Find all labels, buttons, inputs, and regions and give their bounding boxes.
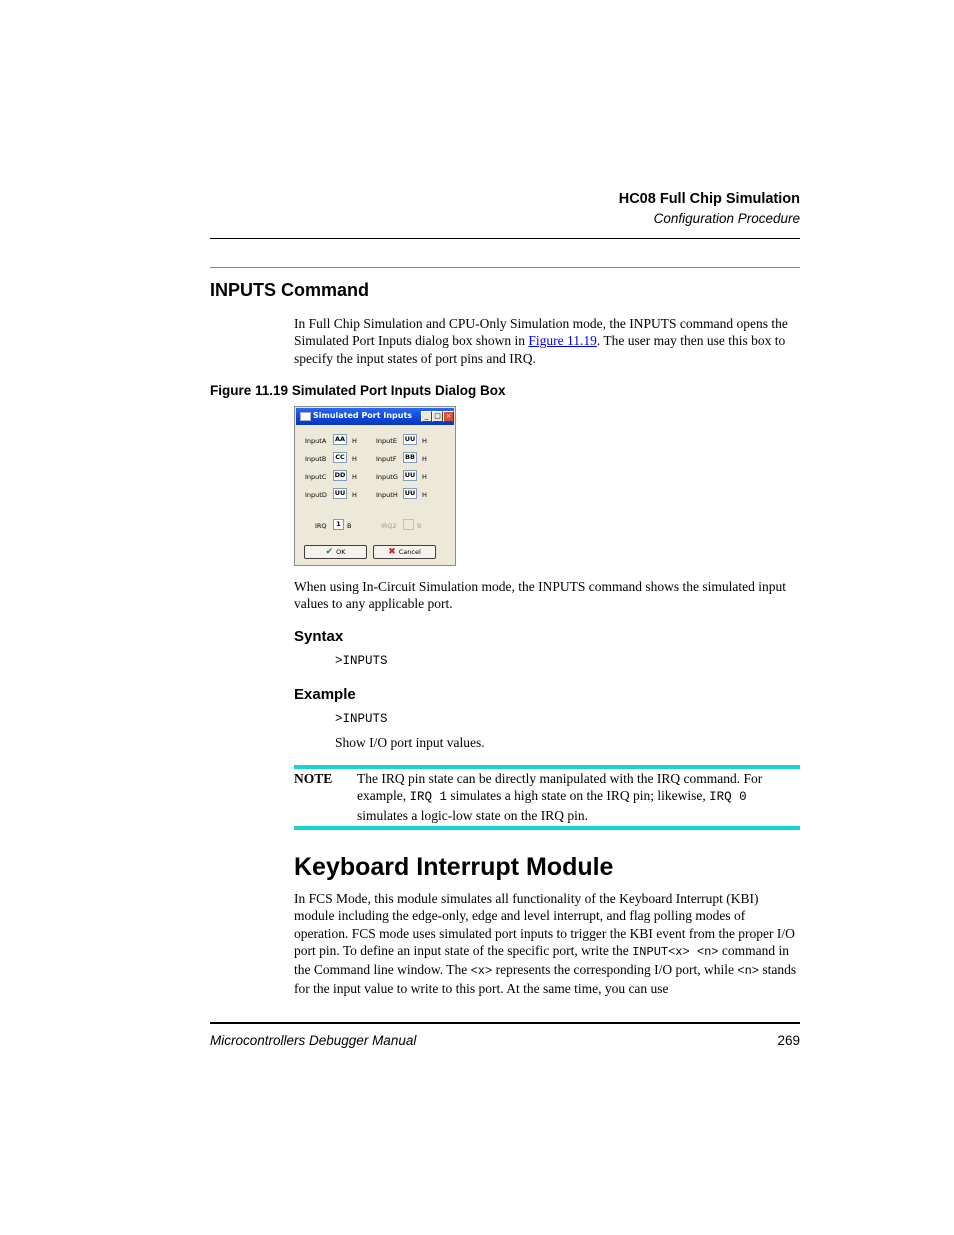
syntax-heading: Syntax <box>294 628 344 645</box>
input-d-suffix: H <box>352 491 357 499</box>
example-description: Show I/O port input values. <box>335 735 485 750</box>
input-d-field[interactable]: UU <box>334 489 346 497</box>
irq2-suffix: B <box>417 522 422 530</box>
input-h-label: InputH <box>376 491 398 499</box>
maximize-button[interactable]: □ <box>432 411 443 422</box>
section-heading: INPUTS Command <box>210 280 370 300</box>
input-e-suffix: H <box>422 437 427 445</box>
input-e-field[interactable]: UU <box>404 435 416 443</box>
input-b-field[interactable]: CC <box>333 452 347 463</box>
input-g-label: InputG <box>376 473 398 481</box>
footer-rule <box>210 1022 800 1024</box>
input-f-label: InputF <box>376 455 397 463</box>
running-header-subtitle: Configuration Procedure <box>653 211 800 226</box>
figure-caption: Figure 11.19 Simulated Port Inputs Dialog Box <box>210 383 506 398</box>
figure-link[interactable]: Figure 11.19 <box>528 333 597 349</box>
input-b-label: InputB <box>305 455 327 463</box>
dialog-title-bar <box>296 408 454 425</box>
window-icon <box>300 412 311 421</box>
kbi-heading: Keyboard Interrupt Module <box>294 853 614 881</box>
irq-suffix: B <box>347 522 352 530</box>
irq2-label: IRQ2 <box>381 522 397 530</box>
note-bottom-bar <box>294 826 800 830</box>
close-button[interactable]: × <box>443 411 454 422</box>
irq2-field <box>403 519 414 530</box>
input-a-label: InputA <box>305 437 327 445</box>
ics-paragraph: When using In-Circuit Simulation mode, the INPUTS command shows the simulated input values to any applicable port. <box>294 579 786 612</box>
note-top-bar <box>294 765 800 769</box>
input-g-field[interactable]: UU <box>404 471 416 479</box>
input-h-suffix: H <box>422 491 427 499</box>
input-a-field[interactable]: AA <box>334 435 346 443</box>
example-heading: Example <box>294 686 356 703</box>
running-header-title: HC08 Full Chip Simulation <box>618 191 800 207</box>
intro-paragraph: In Full Chip Simulation and CPU-Only Simulation mode, the INPUTS command opens the Simulated Port Inputs dialog box shown in Figure 11.19. The user may then use this box to specify the input states of port pins and IRQ. <box>294 316 788 366</box>
input-e-label: InputE <box>376 437 397 445</box>
dialog-title: Simulated Port Inputs <box>313 411 413 420</box>
irq-field[interactable]: 1 <box>333 519 344 530</box>
note-text: The IRQ pin state can be directly manipulated with the IRQ command. For example, IRQ 1 simulates a high state on the IRQ pin; likewise, IRQ 0 simulates a logic-low state on the IRQ pin. <box>357 771 763 823</box>
input-f-field[interactable]: BB <box>403 452 417 463</box>
input-c-suffix: H <box>352 473 357 481</box>
page-number: 269 <box>777 1033 800 1048</box>
footer-manual-title: Microcontrollers Debugger Manual <box>210 1033 417 1048</box>
x-icon: ✖ <box>388 547 396 557</box>
minimize-button[interactable]: _ <box>421 411 432 422</box>
input-h-field[interactable]: UU <box>404 489 416 497</box>
input-c-label: InputC <box>305 473 327 481</box>
header-rule <box>210 238 800 239</box>
irq-label: IRQ <box>315 522 327 530</box>
input-f-suffix: H <box>422 455 427 463</box>
kbi-paragraph: In FCS Mode, this module simulates all functionality of the Keyboard Interrupt (KBI) module including the edge-only, edge and level interrupt, and flag polling modes of operation. FCS mode uses simulated port inputs to trigger the KBI event from the proper I/O port pin. To define an input state of the specific port, write the INPUT<x> <n> command in the Command line window. The <x> represents the corresponding I/O port, while <n> stands for the input value to write to this port. At the same time, you can use <box>294 891 797 997</box>
cancel-button[interactable]: ✖ Cancel <box>373 545 436 559</box>
section-rule <box>210 267 800 268</box>
example-code: >INPUTS <box>335 712 388 726</box>
input-d-label: InputD <box>305 491 327 499</box>
ok-button[interactable]: ✔ OK <box>304 545 367 559</box>
input-a-suffix: H <box>352 437 357 445</box>
input-b-suffix: H <box>352 455 357 463</box>
checkmark-icon: ✔ <box>325 547 334 557</box>
input-c-field[interactable]: DD <box>334 471 346 479</box>
input-g-suffix: H <box>422 473 427 481</box>
syntax-code: >INPUTS <box>335 654 388 668</box>
simulated-port-inputs-dialog <box>294 406 456 566</box>
note-label: NOTE <box>294 771 333 786</box>
